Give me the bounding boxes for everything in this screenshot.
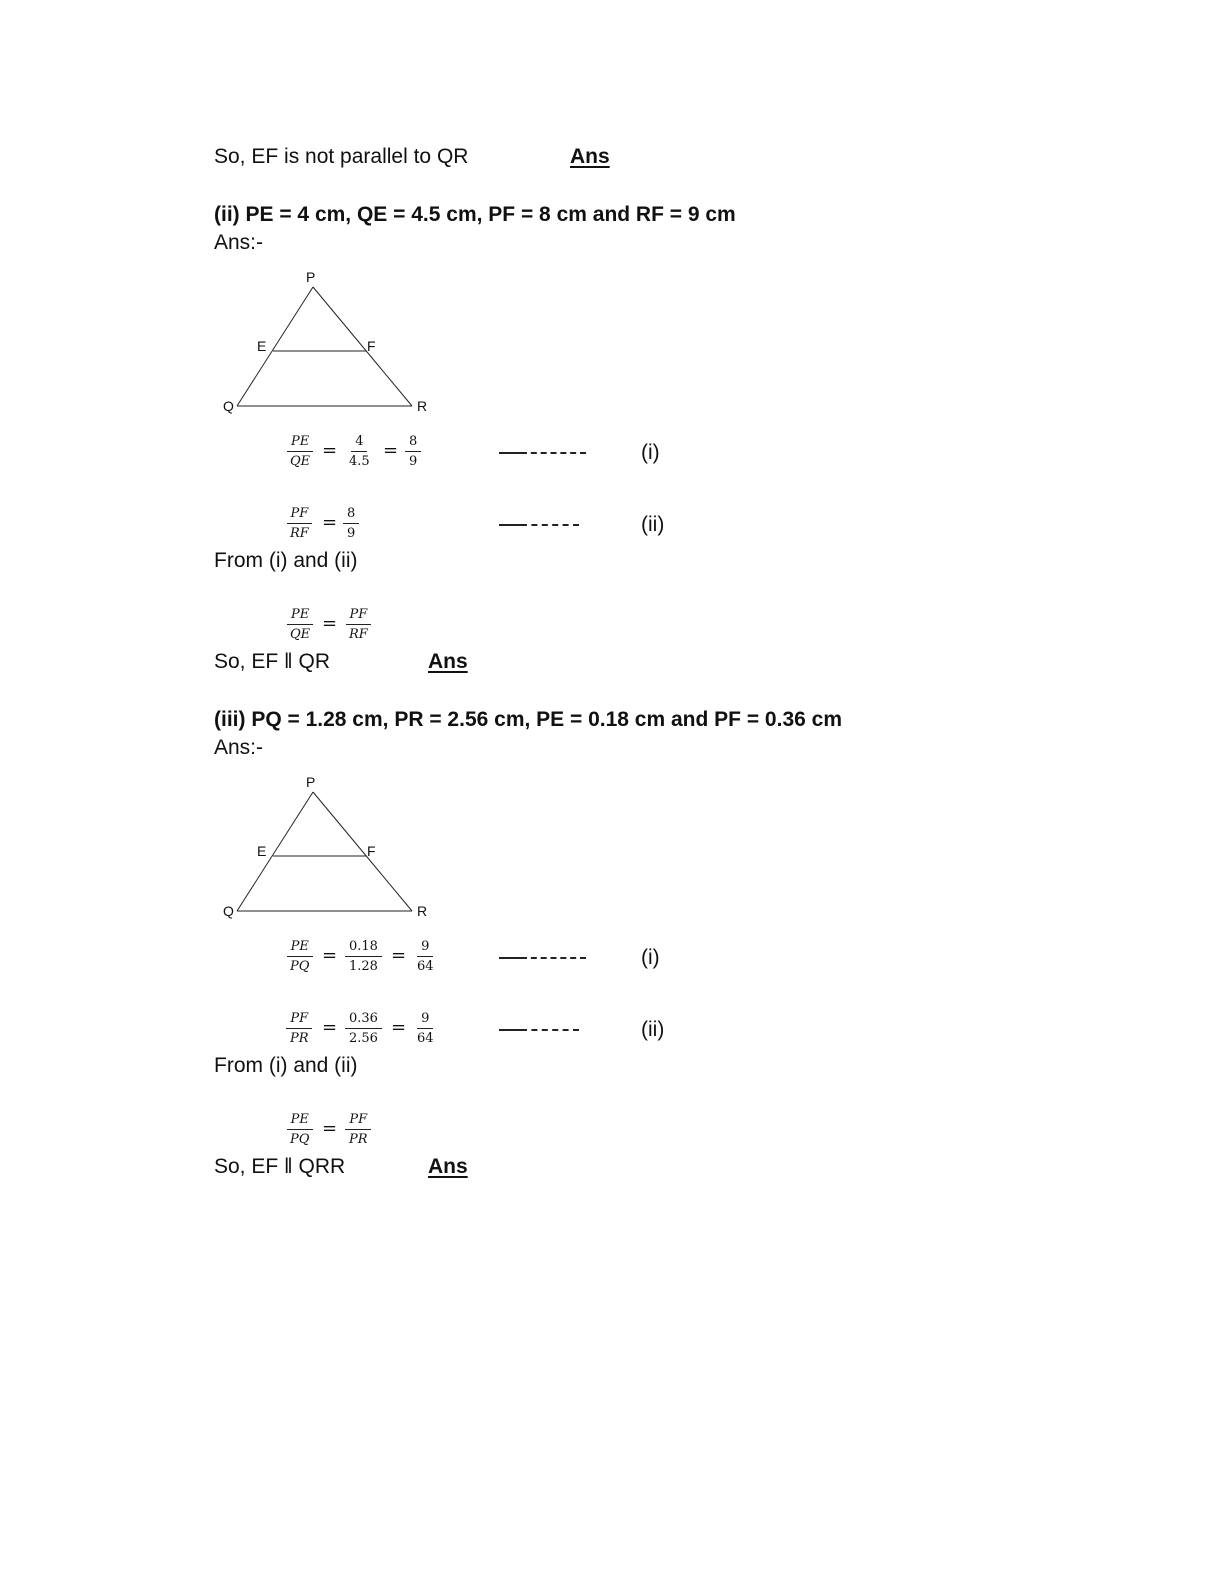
denominator: PR [349, 1132, 368, 1147]
denominator: QE [290, 454, 311, 469]
fraction [343, 507, 359, 540]
vertex-p-label: P [306, 269, 316, 285]
fraction [345, 1012, 382, 1045]
numerator: 8 [405, 435, 421, 452]
fraction [286, 1113, 313, 1146]
point-e-label: E [257, 843, 267, 859]
equation-tag: (i) [641, 441, 660, 464]
denominator: RF [349, 627, 368, 642]
equals-sign: = [391, 945, 407, 966]
equals-sign: = [322, 613, 338, 634]
part-ii-question: (ii) PE = 4 cm, QE = 4.5 cm, PF = 8 cm and RF = 9 cm [214, 203, 736, 226]
vertex-q-label: Q [223, 903, 234, 919]
fraction [413, 940, 438, 973]
fraction [286, 435, 314, 468]
fraction [413, 1012, 438, 1045]
numerator: PF [346, 608, 372, 625]
denominator: RF [290, 526, 309, 541]
fraction [286, 507, 313, 540]
fraction [286, 608, 314, 641]
numerator: 9 [417, 1012, 433, 1029]
numerator: 0.18 [345, 940, 382, 957]
part-iii-ans-label: Ans:- [214, 736, 264, 759]
numerator: 8 [343, 507, 359, 524]
part-iii-question: (iii) PQ = 1.28 cm, PR = 2.56 cm, PE = 0.18 cm and PF = 0.36 cm [214, 708, 842, 731]
ans-label: Ans [570, 145, 610, 168]
part-iii-conclusion: So, EF ‖ QRR [214, 1155, 346, 1178]
equation-tag: (ii) [641, 1018, 665, 1041]
equals-sign: = [322, 1118, 338, 1139]
part-ii-conclusion: So, EF ‖ QR [214, 650, 331, 673]
vertex-r-label: R [417, 398, 428, 414]
denominator: PR [290, 1031, 309, 1046]
fraction [345, 435, 374, 468]
numerator: PE [287, 1113, 313, 1130]
point-f-label: F [367, 843, 376, 859]
vertex-r-label: R [417, 903, 428, 919]
point-e-label: E [257, 338, 267, 354]
from-i-and-ii: From (i) and (ii) [214, 1054, 358, 1077]
fraction [345, 1113, 372, 1146]
equals-sign: = [383, 440, 399, 461]
equation-tag: (ii) [641, 513, 665, 536]
vertex-p-label: P [306, 774, 316, 790]
triangle-pqr-icon [215, 770, 445, 930]
equals-sign: = [322, 1017, 338, 1038]
denominator: 4.5 [349, 454, 370, 469]
triangle-pqr-icon [215, 265, 445, 425]
fraction [286, 1012, 313, 1045]
ans-label: Ans [428, 1155, 468, 1178]
numerator: 0.36 [345, 1012, 382, 1029]
numerator: PF [286, 1012, 312, 1029]
numerator: PE [287, 940, 313, 957]
vertex-q-label: Q [223, 398, 234, 414]
equals-sign: = [391, 1017, 407, 1038]
numerator: 4 [351, 435, 367, 452]
equation-tag: (i) [641, 946, 660, 969]
denominator: QE [290, 627, 311, 642]
point-f-label: F [367, 338, 376, 354]
ans-label: Ans [428, 650, 468, 673]
equals-sign: = [322, 512, 338, 533]
numerator: 9 [417, 940, 433, 957]
fraction [405, 435, 421, 468]
numerator: PE [287, 608, 313, 625]
numerator: PF [345, 1113, 371, 1130]
numerator: PF [287, 507, 313, 524]
fraction [345, 940, 382, 973]
triangle-diagram-iii [215, 770, 445, 930]
denominator: PQ [290, 1132, 310, 1147]
denominator: 64 [417, 1031, 434, 1046]
equals-sign: = [322, 945, 338, 966]
fraction [286, 940, 313, 973]
denominator: PQ [290, 959, 310, 974]
denominator: 2.56 [349, 1031, 378, 1046]
part-i-conclusion: So, EF is not parallel to QR [214, 145, 469, 168]
denominator: 1.28 [349, 959, 378, 974]
denominator: 9 [347, 526, 356, 541]
part-ii-ans-label: Ans:- [214, 231, 264, 254]
equals-sign: = [322, 440, 338, 461]
triangle-diagram-ii [215, 265, 445, 425]
denominator: 9 [409, 454, 418, 469]
fraction [345, 608, 372, 641]
denominator: 64 [417, 959, 434, 974]
numerator: PE [287, 435, 313, 452]
from-i-and-ii: From (i) and (ii) [214, 549, 358, 572]
